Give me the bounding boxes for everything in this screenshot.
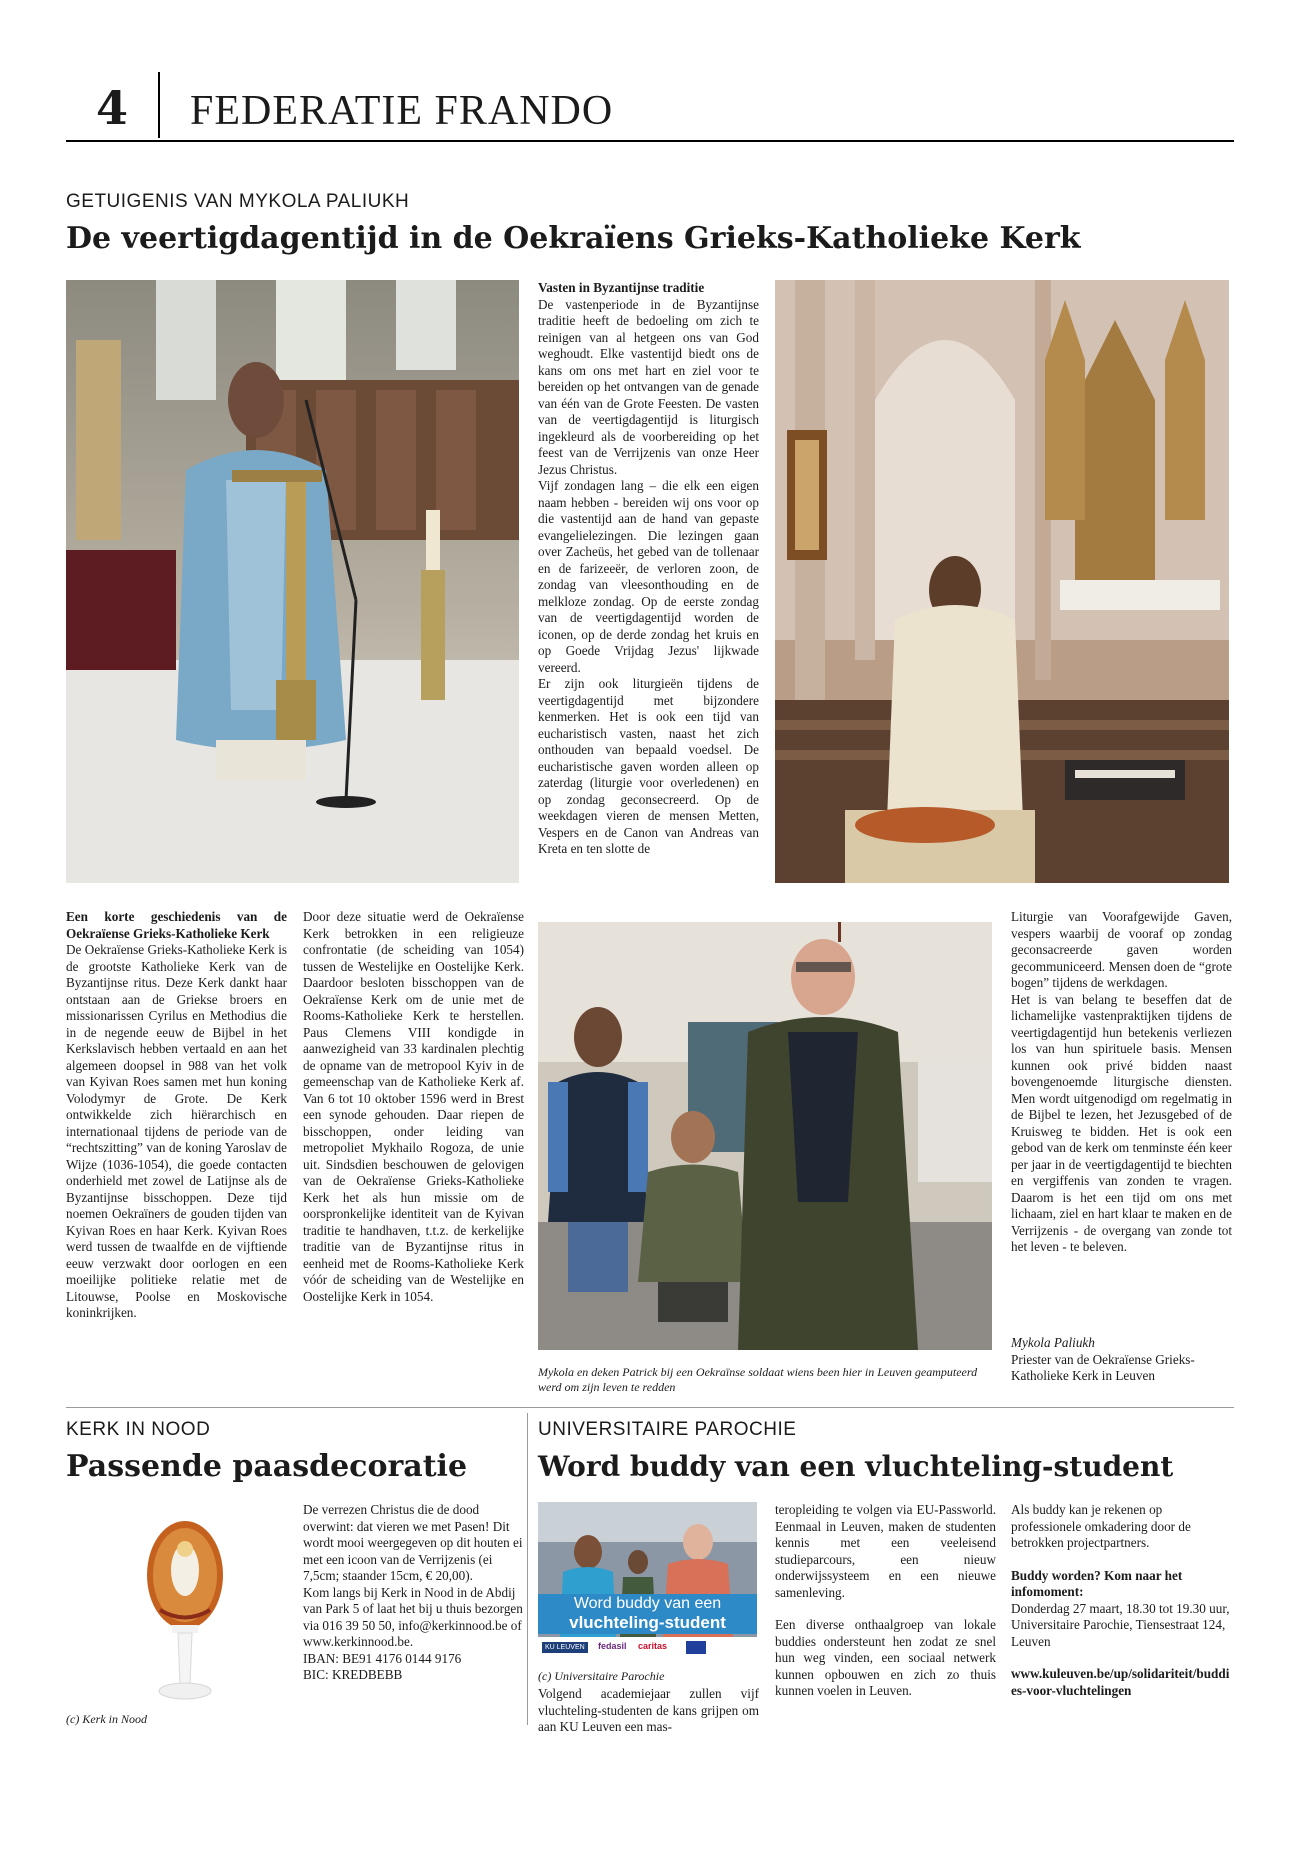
paragraph: Volgend academiejaar zullen vijf vluchteling-studenten de kans grijpen om aan KU Leuven een mas- (538, 1686, 759, 1734)
photo-priest-altar (775, 280, 1229, 883)
left-article-credit: (c) Kerk in Nood (66, 1712, 147, 1726)
paragraph: Het is van belang te beseffen dat de lichamelijke vastenpraktijken tijdens de veertigdagentijd hun betekenis verliezen los van hun spirituele basis. Mensen kunnen ook privé bidden naast bovengenoemde liturgische diensten. Men wordt uitgenodigd om regelmatig in de Bijbel te lezen, het Jezusgebed of de Kruisweg te bidden. Het is ook een gebod van de kerk om tenminste één keer per jaar in de veertigdagentijd te biechten en vergiffenis van zonden te vragen. Daarom is het een tijd om ons met lichaam, ziel en hart klaar te maken en de Verrijzenis - de overgang van zonde tot het leven - te beleven. (1011, 991, 1232, 1254)
easter-egg-image (120, 1515, 250, 1715)
header-divider (158, 72, 160, 138)
left-article-kicker: KERK IN NOOD (66, 1419, 211, 1440)
banner-line-2: vluchteling-student (569, 1613, 726, 1632)
eu-flag-icon (686, 1641, 706, 1654)
right-article-kicker: UNIVERSITAIRE PAROCHIE (538, 1419, 797, 1440)
paragraph: Donderdag 27 maart, 18.30 tot 19.30 uur, Universitaire Parochie, Tiensestraat 124, Leuven (1011, 1600, 1230, 1649)
paragraph: De verrezen Christus die de dood overwint: dat vieren we met Pasen! Dit wordt mooi weergegeven op dit houten ei met een icoon van de Verrijzenis (ei 7,5cm; staander 15cm, € 20,00). (303, 1502, 523, 1583)
fedasil-logo: fedasil (598, 1641, 627, 1651)
article-kicker: GETUIGENIS VAN MYKOLA PALIUKH (66, 191, 410, 212)
photo-priest-lectern (66, 280, 519, 883)
buddy-campaign-image (538, 1502, 757, 1662)
subhead-fasting: Vasten in Byzantijnse traditie (538, 280, 705, 295)
paragraph: Vijf zondagen lang – die elk een eigen naam hebben - bereiden wij ons voor op die vastentijd aan de hand van gepaste evangelielezingen. Die lezingen gaan over Zacheüs, het gebed van de tollenaar en de farizeeër, de verloren zoon, de zondag van vleesonthouding en de melkloze zondag. Op de eerste zondag van de veertigdagentijd worden de iconen, op de derde zondag het kruis en op Goede Vrijdag Jezus' lijkwade vereerd. (538, 478, 759, 675)
right-article-col3 (1011, 1502, 1232, 1699)
text-column-fasting (538, 280, 759, 858)
right-article-credit: (c) Universitaire Parochie (538, 1669, 665, 1683)
text-column-practice (1011, 909, 1232, 1256)
author-block (1011, 1335, 1232, 1385)
banner-line-1: Word buddy van een (573, 1595, 722, 1612)
bic: BIC: KREDBEBB (303, 1667, 403, 1682)
left-article-text (303, 1502, 524, 1684)
article-title: De veertigdagentijd in de Oekraïens Grieks-Katholieke Kerk (66, 221, 1081, 256)
left-article-title: Passende paasdecoratie (66, 1449, 468, 1484)
ku-leuven-logo: KU LEUVEN (542, 1642, 588, 1653)
column-divider (527, 1413, 528, 1725)
paragraph: Een diverse onthaalgroep van lokale buddies ondersteunt hen zodat ze snel hun weg vinden, een sociaal netwerk kunnen opbouwen en zich zo thuis kunnen voelen in Leuven. (775, 1617, 996, 1698)
publication-title: FEDERATIE FRANDO (190, 88, 614, 134)
author-name: Mykola Paliukh (1011, 1335, 1095, 1350)
photo-group-soldier (538, 922, 992, 1350)
paragraph: Liturgie van Voorafgewijde Gaven, vespers waarbij de vooraf op zondag geconsacreerde gaven worden gecommuniceerd. Mensen doen de “grote bogen” tijdens de werkdagen. (1011, 909, 1232, 990)
photo-caption: Mykola en deken Patrick bij een Oekraïnse soldaat wiens been hier in Leuven geamputeerd werd om zijn leven te redden (538, 1365, 978, 1394)
caritas-logo: caritas (638, 1641, 668, 1651)
right-article-col2 (775, 1502, 996, 1700)
header-rule (66, 140, 1234, 142)
paragraph: De Oekraïense Grieks-Katholieke Kerk is de grootste Katholieke Kerk van de Byzantijnse ritus. Deze Kerk dankt haar ontstaan aan de Griekse broers en missionarissen Cyrilus en Methodius die in de negende eeuw de Bijbel in het Kerkslavisch hebben vertaald en aan het algemeen doopsel in 988 van het volk van Kyivan Roes samen met hun koning Volodymyr de Grote. De Kerk ontwikkelde zich hiërarchisch en internationaal tijdens de periode van de “rechtszitting” van de koning Yaroslav de Wijze (1036-1054), die goede contacten onderhield met zowel de Latijnse als de Byzantijnse bisschoppen. Deze tijd noemen Oekraïners de gouden tijden van Kyivan Roes en haar Kerk. Kyivan Roes werd tussen de twaalfde en de vijftiende eeuw verzwakt door oorlogen en een moeilijke politieke relatie met de Litouwse, Poolse en Moskovische koninkrijken. (66, 942, 287, 1320)
text-column-union (303, 909, 524, 1305)
iban: IBAN: BE91 4176 0144 9176 (303, 1650, 462, 1666)
text-column-history (66, 909, 287, 1322)
paragraph: De vastenperiode in de Byzantijnse traditie heeft de bedoeling om zich te reinigen van al hetgeen ons van God weghoudt. Elke vastentijd biedt ons de kans om ons met hart en ziel voor te bereiden op het ontvangen van de genade van één van de Grote Feesten. De vasten van de veertigdagentijd is liturgisch ingekleurd als de voorbereiding op het feest van de Verrijzenis van onze Heer Jezus Christus. (538, 296, 759, 477)
info-link[interactable]: www.kuleuven.be/up/solidariteit/buddies-voor-vluchtelingen (1011, 1666, 1230, 1698)
paragraph: teropleiding te volgen via EU-Passworld. Eenmaal in Leuven, maken de studenten kennis met een veeleisend studieparcours, een nieuw onderwijssysteem en een nieuwe samenleving. (775, 1502, 996, 1600)
paragraph: Als buddy kan je rekenen op professionele omkadering door de betrokken projectpartners. (1011, 1502, 1191, 1550)
subhead-history: Een korte geschiedenis van de Oekraïense Grieks-Katholieke Kerk (66, 909, 287, 941)
page-number: 4 (96, 81, 129, 135)
paragraph: Er zijn ook liturgieën tijdens de veertigdagentijd met bijzondere kenmerken. Het is ook een tijd van eucharistisch vasten, naast het zich onthouden van bepaald voedsel. De eucharistische gaven worden alleen op zaterdag (liturgie voor overledenen) en op zondag geconsecreerd. Op de weekdagen vieren de mensen Metten, Vespers en de Canon van Andreas van Kreta en ten slotte de (538, 676, 759, 856)
infomoment-subhead: Buddy worden? Kom naar het infomoment: (1011, 1567, 1183, 1599)
paragraph: Kom langs bij Kerk in Nood in de Abdij van Park 5 of laat het bij u thuis bezorgen via 016 39 50 50, info@kerkinnood.be of www.kerkinnood.be. (303, 1584, 523, 1649)
right-article-col1 (538, 1686, 759, 1736)
section-rule (66, 1407, 1234, 1408)
author-role: Priester van de Oekraïense Grieks-Katholieke Kerk in Leuven (1011, 1351, 1195, 1383)
right-article-title: Word buddy van een vluchteling-student (538, 1450, 1174, 1483)
paragraph: Door deze situatie werd de Oekraïense Kerk betrokken in een religieuze confrontatie (de scheiding van 1054) tussen de Westelijke en Oostelijke Kerk. Daardoor besloten bisschoppen van de Oekraïense Kerk om de unie met de Rooms-Katholieke Kerk te herstellen. Paus Clemens VIII kondigde in aanwezigheid van 33 kardinalen plechtig de opname van de metropool Kyiv in de gemeenschap van de Katholieke Kerk af. Van 6 tot 10 oktober 1596 werd in Brest een synode gehouden. Daar riepen de bisschoppen, onder leiding van metropoliet Mykhailo Rogoza, de unie uit. Sindsdien beschouwen de gelovigen van de Oekraïense Grieks-Katholieke Kerk het als hun missie om de oorspronkelijke identiteit van de Kyivan traditie te handhaven, t.t.z. de kerkelijke traditie van de Byzantijnse ritus in eenheid met de Rooms-Katholieke Kerk vóór de scheiding van de Westelijke en Oostelijke Kerk in 1054. (303, 909, 524, 1304)
